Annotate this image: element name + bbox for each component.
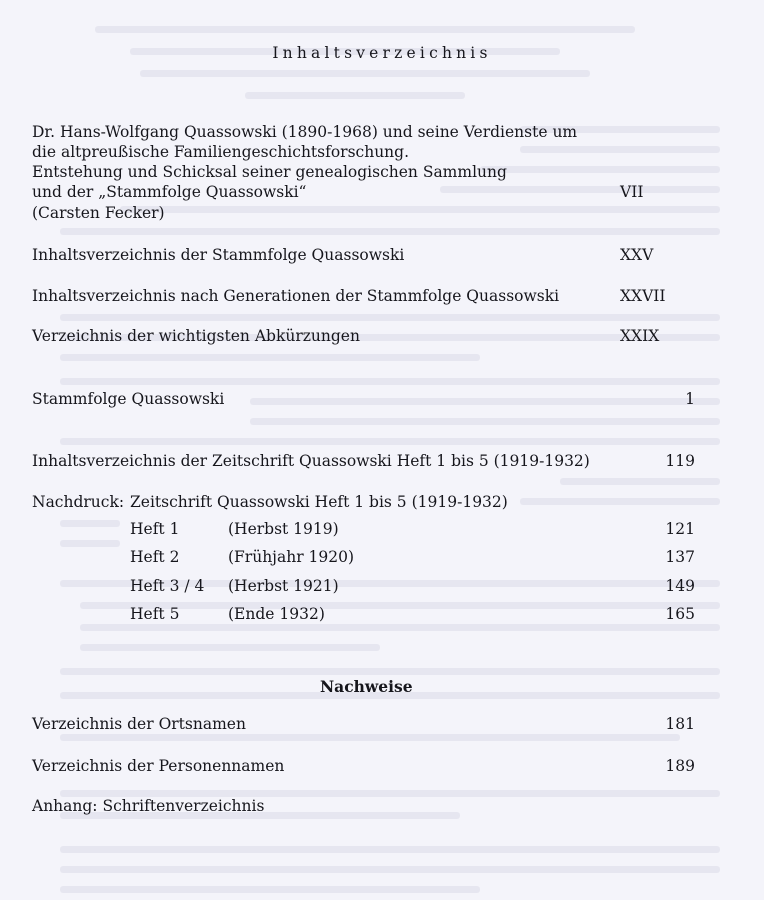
toc-entry-page: XXVII xyxy=(620,287,666,305)
heft-name: Heft 1 xyxy=(130,520,180,538)
nachweise-entry-page: 189 xyxy=(665,757,695,775)
heft-date: (Frühjahr 1920) xyxy=(228,548,355,566)
intro-line-1: Dr. Hans-Wolfgang Quassowski (1890-1968) und seine Verdienste um xyxy=(32,123,578,141)
toc-entry-page: XXIX xyxy=(620,327,660,345)
nachdruck-title: Zeitschrift Quassowski Heft 1 bis 5 (1919-1932) xyxy=(130,493,508,511)
heft-name: Heft 5 xyxy=(130,605,180,623)
toc-entry-label: Verzeichnis der wichtigsten Abkürzungen xyxy=(32,327,360,345)
nachweise-heading: Nachweise xyxy=(320,677,413,696)
heft-name: Heft 3 / 4 xyxy=(130,577,205,595)
nachweise-entry-page: 181 xyxy=(665,715,695,733)
toc-entry-page: 1 xyxy=(685,390,695,408)
toc-entry-page: XXV xyxy=(620,246,654,264)
toc-entry-label: Inhaltsverzeichnis der Zeitschrift Quassowski Heft 1 bis 5 (1919-1932) xyxy=(32,452,590,470)
toc-entry-page: 119 xyxy=(665,452,695,470)
heft-date: (Ende 1932) xyxy=(228,605,325,623)
toc-entry-label: Inhaltsverzeichnis nach Generationen der Stammfolge Quassowski xyxy=(32,287,560,305)
heft-page: 165 xyxy=(665,605,695,623)
nachweise-entry-label: Anhang: Schriftenverzeichnis xyxy=(32,797,265,815)
toc-entry-label: Inhaltsverzeichnis der Stammfolge Quassowski xyxy=(32,246,405,264)
nachweise-entry-label: Verzeichnis der Ortsnamen xyxy=(32,715,246,733)
intro-line-4: und der „Stammfolge Quassowski“ xyxy=(32,183,307,201)
page-title: Inhaltsverzeichnis xyxy=(272,44,492,62)
heft-page: 121 xyxy=(665,520,695,538)
heft-date: (Herbst 1921) xyxy=(228,577,339,595)
intro-page: VII xyxy=(620,183,644,201)
toc-entry-label: Stammfolge Quassowski xyxy=(32,390,225,408)
intro-line-3: Entstehung und Schicksal seiner genealogischen Sammlung xyxy=(32,163,507,181)
heft-name: Heft 2 xyxy=(130,548,180,566)
heft-date: (Herbst 1919) xyxy=(228,520,339,538)
intro-line-2: die altpreußische Familiengeschichtsforschung. xyxy=(32,143,410,161)
heft-page: 137 xyxy=(665,548,695,566)
heft-page: 149 xyxy=(665,577,695,595)
intro-line-5: (Carsten Fecker) xyxy=(32,204,165,222)
nachweise-entry-label: Verzeichnis der Personennamen xyxy=(32,757,285,775)
nachdruck-label: Nachdruck: xyxy=(32,493,125,511)
